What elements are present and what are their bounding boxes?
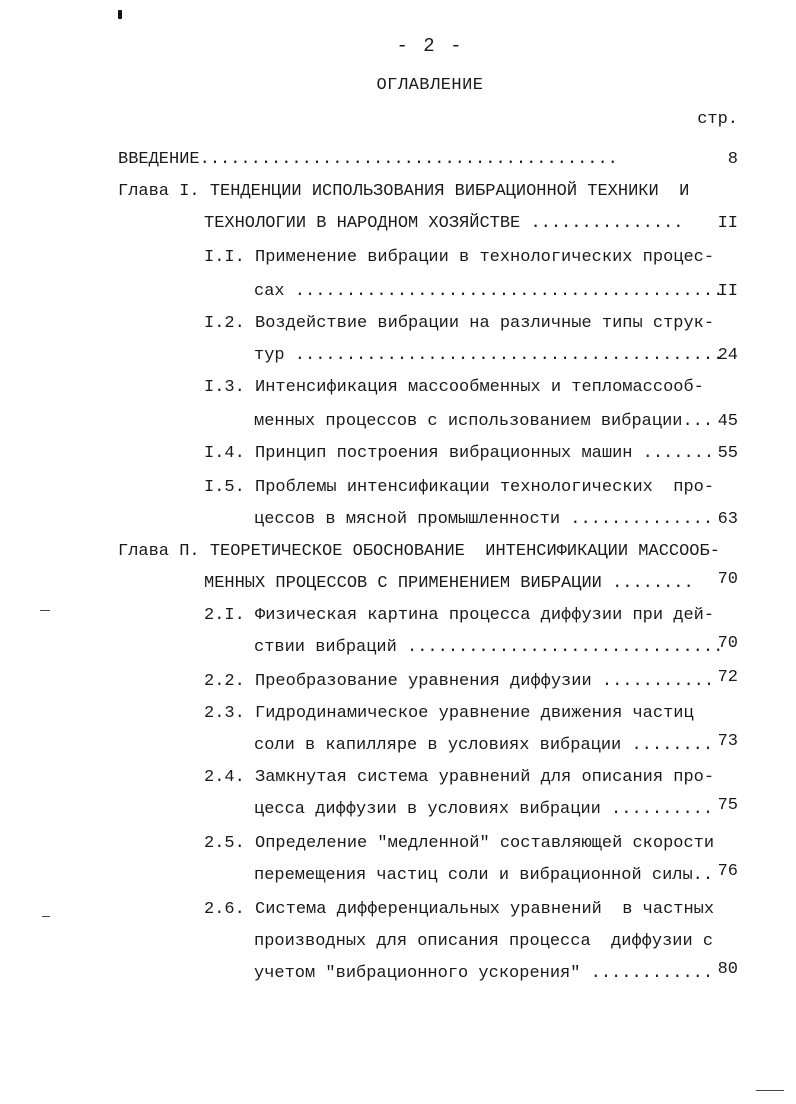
toc-line: I.4. Принцип построения вибрационных машин .......	[204, 444, 715, 463]
page-title: ОГЛАВЛЕНИЕ	[376, 76, 484, 95]
toc-page: 72	[717, 668, 738, 687]
toc-page: 55	[717, 444, 738, 463]
scan-speck	[40, 610, 50, 611]
toc-line: цесса диффузии в условиях вибрации ..........	[254, 800, 714, 819]
toc-line: ствии вибраций ...............................	[254, 638, 724, 657]
toc-line: Глава П. ТЕОРЕТИЧЕСКОЕ ОБОСНОВАНИЕ ИНТЕНСИФИКАЦИИ МАССООБ-	[118, 542, 720, 561]
toc-line: цессов в мясной промышленности ..............	[254, 510, 714, 529]
toc-page: 24	[717, 346, 738, 365]
toc-page: 76	[717, 862, 738, 881]
toc-page: 75	[717, 796, 738, 815]
toc-page: 45	[717, 412, 738, 431]
toc-line: 2.4. Замкнутая система уравнений для описания про-	[204, 768, 715, 787]
toc-page: 70	[717, 570, 738, 589]
page-column-label: стр.	[697, 110, 738, 129]
toc-line: I.I. Применение вибрации в технологических процес-	[204, 248, 715, 267]
toc-line: учетом "вибрационного ускорения" ............	[254, 964, 714, 983]
toc-page: II	[717, 282, 738, 301]
toc-line: ВВЕДЕНИЕ.........................................	[118, 150, 618, 169]
toc-line: 2.6. Система дифференциальных уравнений в частных	[204, 900, 715, 919]
toc-page: II	[717, 214, 738, 233]
page-number: - 2 -	[396, 35, 464, 57]
toc-line: 2.5. Определение "медленной" составляющей скорости	[204, 834, 715, 853]
scan-speck	[42, 916, 50, 917]
toc-line: 2.2. Преобразование уравнения диффузии ...........	[204, 672, 715, 691]
scan-speck	[756, 1090, 784, 1091]
toc-line: ТЕХНОЛОГИИ В НАРОДНОМ ХОЗЯЙСТВЕ ...............	[204, 214, 684, 233]
toc-page: 8	[727, 150, 738, 169]
toc-line: соли в капилляре в условиях вибрации ........	[254, 736, 714, 755]
toc-line: 2.I. Физическая картина процесса диффузии при дей-	[204, 606, 715, 625]
toc-page: 73	[717, 732, 738, 751]
toc-line: производных для описания процесса диффузии с	[254, 932, 714, 951]
toc-line: I.2. Воздействие вибрации на различные типы струк-	[204, 314, 715, 333]
toc-line: Глава I. ТЕНДЕНЦИИ ИСПОЛЬЗОВАНИЯ ВИБРАЦИОННОЙ ТЕХНИКИ И	[118, 182, 690, 201]
toc-line: менных процессов с использованием вибрации...	[254, 412, 714, 431]
toc-page: 63	[717, 510, 738, 529]
toc-page: 70	[717, 634, 738, 653]
toc-line: тур ..........................................	[254, 346, 724, 365]
toc-line: I.5. Проблемы интенсификации технологических про-	[204, 478, 715, 497]
toc-line: перемещения частиц соли и вибрационной силы..	[254, 866, 714, 885]
toc-line: I.3. Интенсификация массообменных и тепломассооб-	[204, 378, 704, 397]
toc-line: 2.3. Гидродинамическое уравнение движения частиц	[204, 704, 694, 723]
toc-line: сах ..........................................	[254, 282, 724, 301]
toc-page: 80	[717, 960, 738, 979]
toc-line: МЕННЫХ ПРОЦЕССОВ С ПРИМЕНЕНИЕМ ВИБРАЦИИ ........	[204, 574, 694, 593]
ink-mark	[118, 10, 122, 19]
